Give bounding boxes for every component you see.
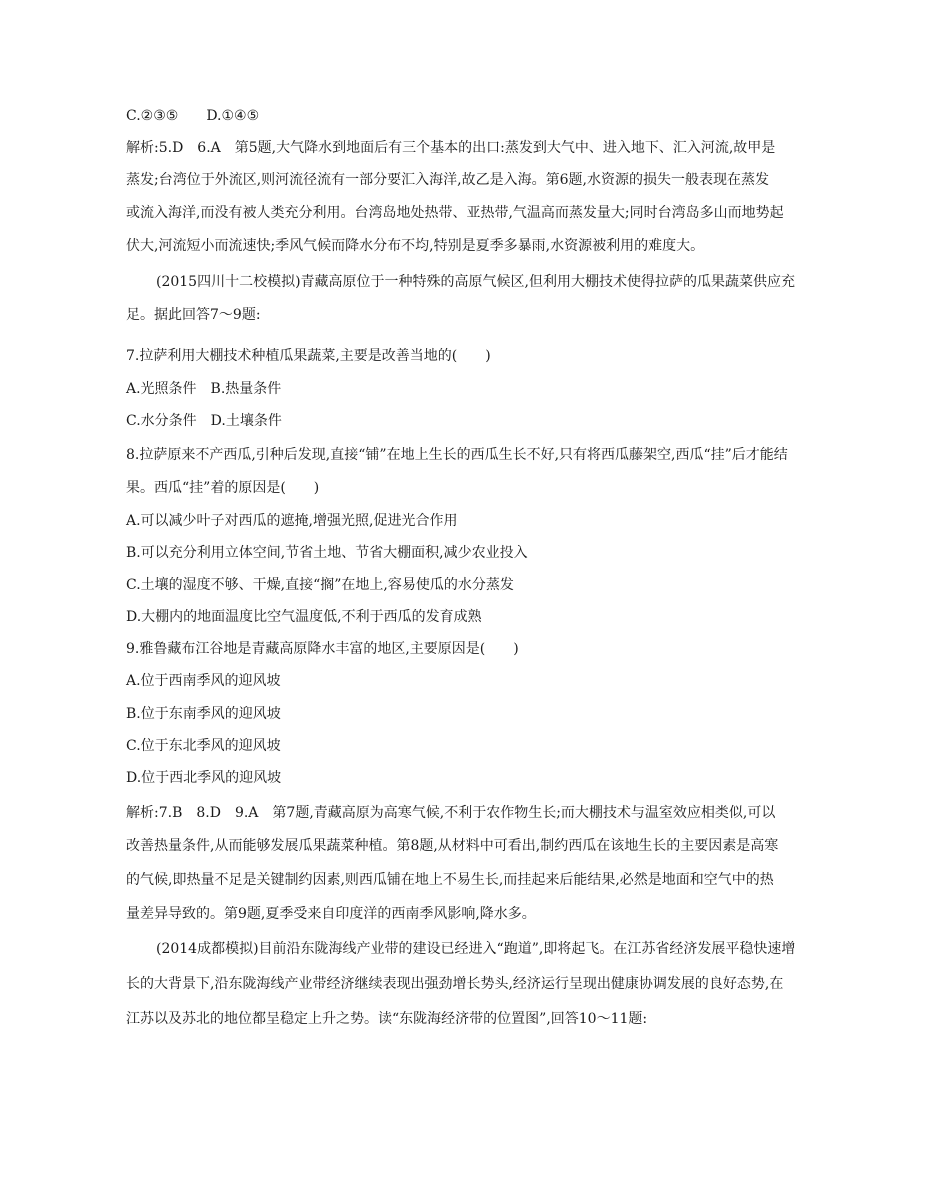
analysis-5-6-line-4: 伏大,河流短小而流速快;季风气候而降水分布不均,特别是夏季多暴雨,水资源被利用的难度大。 [126, 238, 705, 254]
q7-options-cd: C.水分条件 D.土壤条件 [126, 413, 282, 429]
material-10-11-line-3: 江苏以及苏北的地位都呈稳定上升之势。读“东陇海经济带的位置图”,回答10～11题: [126, 1011, 648, 1027]
analysis-7-9-line-2: 改善热量条件,从而能够发展瓜果蔬菜种植。第8题,从材料中可看出,制约西瓜在该地生长的主要因素是高寒 [126, 838, 779, 854]
analysis-7-9-line-4: 量差异导致的。第9题,夏季受来自印度洋的西南季风影响,降水多。 [126, 906, 536, 922]
material-7-9-line-1: (2015四川十二校模拟)青藏高原位于一种特殊的高原气候区,但利用大棚技术使得拉萨的瓜果蔬菜供应充 [156, 274, 796, 290]
analysis-7-9-line-3: 的气候,即热量不足是关键制约因素,则西瓜铺在地上不易生长,而挂起来后能结果,必然是地面和空气中的热 [126, 872, 774, 888]
q9-option-c: C.位于东北季风的迎风坡 [126, 738, 281, 754]
question-8-line-1: 8.拉萨原来不产西瓜,引种后发现,直接“铺”在地上生长的西瓜生长不好,只有将西瓜藤架空,西瓜“挂”后才能结 [126, 447, 788, 463]
material-10-11-line-1: (2014成都模拟)目前沿东陇海线产业带的建设已经进入“跑道”,即将起飞。在江苏省经济发展平稳快速增 [156, 941, 796, 957]
q8-option-a: A.可以减少叶子对西瓜的遮掩,增强光照,促进光合作用 [126, 513, 458, 529]
option-line-cd-q4: C.②③⑤ D.①④⑤ [126, 108, 260, 124]
question-9: 9.雅鲁藏布江谷地是青藏高原降水丰富的地区,主要原因是( ) [126, 641, 519, 657]
question-7: 7.拉萨利用大棚技术种植瓜果蔬菜,主要是改善当地的( ) [126, 348, 491, 364]
q8-option-c: C.土壤的湿度不够、干燥,直接“搁”在地上,容易使瓜的水分蒸发 [126, 577, 514, 593]
q9-option-b: B.位于东南季风的迎风坡 [126, 706, 281, 722]
material-10-11-line-2: 长的大背景下,沿东陇海线产业带经济继续表现出强劲增长势头,经济运行呈现出健康协调发展的良好态势,在 [126, 976, 784, 992]
analysis-7-9-line-1: 解析:7.B 8.D 9.A 第7题,青藏高原为高寒气候,不利于农作物生长;而大棚技术与温室效应相类似,可以 [126, 805, 776, 821]
question-8-line-2: 果。西瓜“挂”着的原因是( ) [126, 480, 320, 496]
analysis-5-6-line-3: 或流入海洋,而没有被人类充分利用。台湾岛地处热带、亚热带,气温高而蒸发量大;同时台湾岛多山而地势起 [126, 205, 784, 221]
material-7-9-line-2: 足。据此回答7～9题: [126, 307, 261, 323]
q9-option-d: D.位于西北季风的迎风坡 [126, 770, 282, 786]
q8-option-d: D.大棚内的地面温度比空气温度低,不利于西瓜的发育成熟 [126, 609, 482, 625]
analysis-5-6-line-2: 蒸发;台湾位于外流区,则河流径流有一部分要汇入海洋,故乙是入海。第6题,水资源的损失一般表现在蒸发 [126, 172, 769, 188]
analysis-5-6-line-1: 解析:5.D 6.A 第5题,大气降水到地面后有三个基本的出口:蒸发到大气中、进入地下、汇入河流,故甲是 [126, 140, 776, 156]
q7-options-ab: A.光照条件 B.热量条件 [126, 381, 282, 397]
q8-option-b: B.可以充分利用立体空间,节省土地、节省大棚面积,减少农业投入 [126, 545, 528, 561]
q9-option-a: A.位于西南季风的迎风坡 [126, 673, 281, 689]
